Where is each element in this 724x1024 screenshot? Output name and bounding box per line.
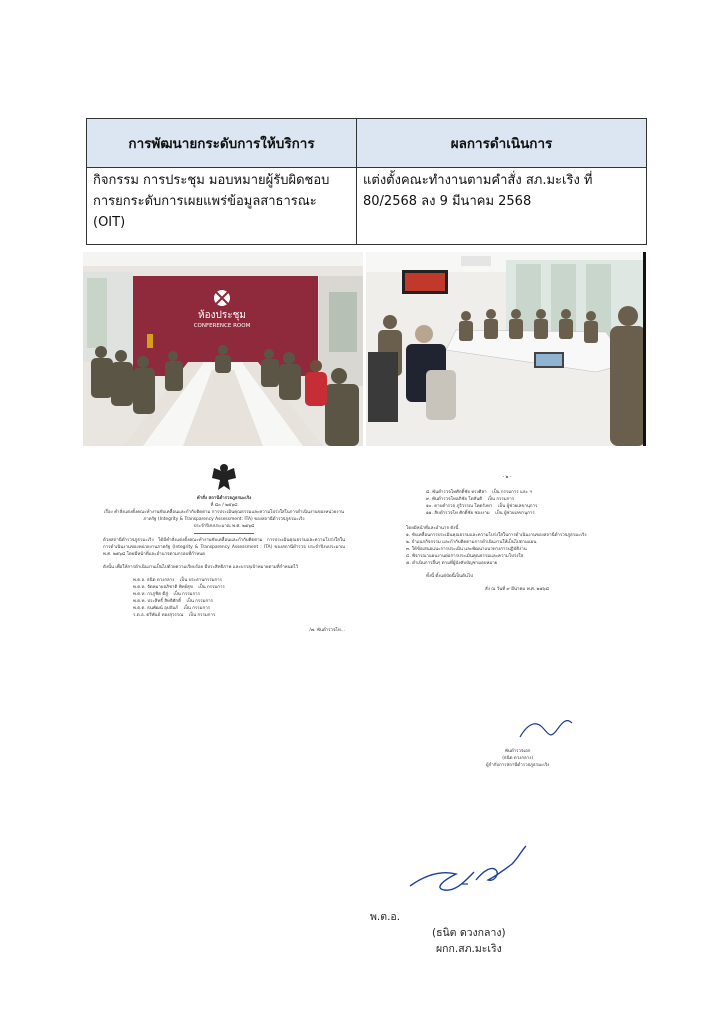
list-item: พ.ต.ท. กรภูชิต ดีสู่ เป็น กรรมการ bbox=[133, 592, 200, 597]
signature-title: ผกก.สภ.มะเริง bbox=[436, 943, 502, 955]
doc1-fiscal-year: ประจำปีงบประมาณ พ.ศ. ๒๕๖๘ bbox=[193, 524, 255, 529]
order-document-page-1 bbox=[83, 458, 365, 810]
list-item: ๔. พิจารณาแผนงานต่อการประเมินคุณธรรมและความโปร่งใส bbox=[406, 554, 524, 559]
list-item: ๘. พันตำรวจโทศักดิ์ชัย ทรงศิลา เป็น กรรมการ และ ฯ bbox=[426, 490, 532, 495]
list-item: พ.ต.ต. ธนพัฒน์ อุปถัมภ์ เป็น กรรมการ bbox=[133, 606, 211, 611]
list-item: ๕. ดำเนินการอื่นๆ ตามที่ผู้บังคับบัญชามอบหมาย bbox=[406, 561, 498, 566]
doc1-subject: เรื่อง คำสั่งแต่งตั้งคณะทำงานขับเคลื่อนและกำกับติดตาม การประเมินคุณธรรมและความโปร่งใสในการดำเนินงานของหน่วยงานภาครัฐ (Integrity & Transparency Assessment: ITA) ของสถานีตำรวจภูธรมะเริง bbox=[104, 510, 344, 522]
meeting-photo-conference-room bbox=[83, 252, 363, 446]
doc1-number: ที่ ๘๐ / ๒๕๖๘ bbox=[210, 503, 238, 508]
doc2-signer-name: (ธนิต ดวงกลาง) bbox=[502, 756, 534, 761]
list-item: ๑๑. สิบตำรวจโท ศักดิ์ชัย ชองงาม เป็น ผู้ช่วยเลขานุการ bbox=[426, 511, 535, 516]
doc1-divider bbox=[194, 533, 254, 534]
table-cell-result: แต่งตั้งคณะทำงานตามคำสั่ง สภ.มะเริง ที่ 80/2568 ลง 9 มีนาคม 2568 bbox=[357, 168, 647, 245]
list-item: ๑๐. ดาบตำรวจ ภูริวรรณ โคตรังทา เป็น ผู้ช่วยเลขานุการ bbox=[426, 504, 538, 509]
doc2-closing: ทั้งนี้ ตั้งแต่บัดนี้เป็นต้นไป bbox=[426, 574, 473, 579]
doc2-page-number: - ๒ - bbox=[502, 475, 512, 480]
list-item: พ.ต.ท. ประสิทธิ์ สิทธิศักดิ์ เป็น กรรมการ bbox=[133, 599, 213, 604]
doc1-para2: ดังนั้น เพื่อให้การดำเนินงานเป็นไปด้วยความเรียบร้อย มีประสิทธิภาพ และบรรลุเป้าหมายตามที่กำหนดไว้ bbox=[103, 565, 299, 570]
order-document-page-2 bbox=[366, 458, 648, 810]
doc2-signature-icon bbox=[516, 713, 576, 743]
list-item: ๒. จำแนกกิจกรรม และกำกับติดตามการดำเนินงานให้เป็นไปตามแผน bbox=[406, 540, 537, 545]
list-item: ร.ต.อ. ตรีพันธ์ ทองสุวรรณ เป็น กรรมการ bbox=[133, 613, 216, 618]
room-sign-en: CONFERENCE ROOM bbox=[193, 323, 251, 329]
meeting-photo-discussion bbox=[366, 252, 646, 446]
handwritten-signature-icon bbox=[404, 840, 534, 900]
doc1-footer: /๗. พันตำรวจโท... bbox=[309, 628, 345, 633]
room-sign-th: ห้องประชุม bbox=[198, 310, 246, 321]
doc2-date: สั่ง ณ วันที่ ๙ มีนาคม พ.ศ. ๒๕๖๘ bbox=[485, 587, 549, 592]
doc1-para1: ด้วยสถานีตำรวจภูธรมะเริง ได้มีคำสั่งแต่งตั้งคณะทำงานขับเคลื่อนและกำกับติดตาม การประเมินคุณธรรมและความโปร่งใสในการดำเนินงานของหน่วยงานภาครัฐ (Integrity & Transparency Assessment : ITA) ของสถานีตำรวจ ประจำปีงบประมาณ พ.ศ. ๒๕๖๘ โดยมีหน้าที่และอำนาจตามกรอบที่กำหนด bbox=[103, 538, 345, 557]
signature-block bbox=[370, 840, 570, 970]
summary-table bbox=[86, 118, 647, 245]
table-header-results: ผลการดำเนินการ bbox=[357, 119, 647, 168]
doc1-member-list bbox=[103, 577, 345, 619]
table-header-service-improvement: การพัฒนายกระดับการให้บริการ bbox=[87, 119, 357, 168]
garuda-emblem-icon bbox=[210, 462, 238, 492]
table-cell-activity: กิจกรรม การประชุม มอบหมายผู้รับผิดชอบการยกระดับการเผยแพร่ข้อมูลสาธารณะ (OIT) bbox=[87, 168, 357, 245]
list-item: พ.ต.อ. ธนิต ดวงกลาง เป็น ประธานกรรมการ bbox=[133, 578, 222, 583]
signature-name: (ธนิต ดวงกลาง) bbox=[432, 927, 506, 939]
signature-rank: พ.ต.อ. bbox=[370, 911, 401, 923]
list-item: ๑. ขับเคลื่อนการประเมินคุณธรรมและความโปร่งใสในการดำเนินงานของสถานีตำรวจภูธรมะเริง bbox=[406, 533, 587, 538]
list-item: พ.ต.ท. จัดหมายอภิชาติ พิทย์สุข เป็น กรรมการ bbox=[133, 585, 225, 590]
doc2-signer-title: ผู้กำกับการสถานีตำรวจภูธรมะเริง bbox=[486, 763, 550, 768]
doc1-title: คำสั่ง สถานีตำรวจภูธรมะเริง bbox=[196, 496, 252, 501]
list-item: ๓. ให้ข้อเสนอแนะการประเมิน และพัฒนาแนวทางการปฏิบัติงาน bbox=[406, 547, 527, 552]
doc2-signer-rank: พันตำรวจเอก bbox=[504, 749, 531, 754]
doc2-member-list bbox=[366, 481, 648, 517]
doc2-duties-title: โดยมีหน้าที่และอำนาจ ดังนี้ bbox=[406, 526, 459, 531]
list-item: ๙. พันตำรวจโทอภิชัย โตสันติ เป็น กรรมการ bbox=[426, 497, 515, 502]
